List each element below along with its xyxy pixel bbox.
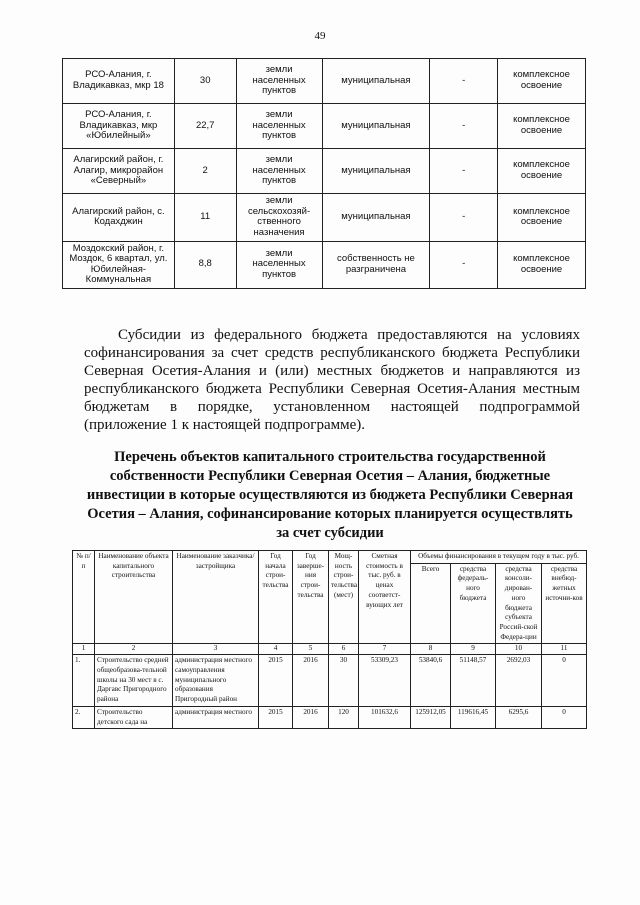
column-number: 8 xyxy=(411,644,451,655)
purpose-cell: комплексное освоение xyxy=(498,59,586,104)
table-row xyxy=(63,241,586,289)
subsidy-paragraph: Субсидии из федерального бюджета предоставляются на условиях софинансирования за счет средств республиканского бюджета Республики Северная Осетия-Алания и (или) местных бюджетов и направляются из республиканского бюджета Республики Северная Осетия-Алания местным бюджетам в порядке, установленном настоящей подпрограммой (приложение 1 к настоящей подпрограмме). xyxy=(84,327,580,433)
col-header-name: Наименование объекта капитального строительства xyxy=(95,551,173,644)
land-category-cell: земли населенных пунктов xyxy=(236,59,322,104)
year-end: 2016 xyxy=(293,706,329,728)
column-number: 11 xyxy=(542,644,587,655)
column-number: 2 xyxy=(95,644,173,655)
column-number: 4 xyxy=(259,644,293,655)
col-header-funding-group: Объемы финансирования в текущем году в тыс. руб. xyxy=(411,551,587,564)
location-cell: Алагирский район, г. Алагир, микрорайон «Северный» xyxy=(63,149,175,194)
ownership-cell: муниципальная xyxy=(322,59,430,104)
column-number: 1 xyxy=(73,644,95,655)
table-row xyxy=(63,104,586,149)
location-cell: Моздокский район, г. Моздок, 6 квартал, ул. Юбилейная-Коммунальная xyxy=(63,241,175,289)
encumbrance-cell: - xyxy=(430,241,498,289)
col-header-num: № п/п xyxy=(73,551,95,644)
location-cell: РСО-Алания, г. Владикавказ, мкр «Юбилейный» xyxy=(63,104,175,149)
area-cell: 11 xyxy=(174,194,236,242)
area-cell: 30 xyxy=(174,59,236,104)
table-row xyxy=(73,655,587,707)
land-category-cell: земли сельскохозяй-ственного назначения xyxy=(236,194,322,242)
encumbrance-cell: - xyxy=(430,104,498,149)
purpose-cell: комплексное освоение xyxy=(498,149,586,194)
column-number: 10 xyxy=(496,644,542,655)
year-start: 2015 xyxy=(259,655,293,707)
ownership-cell: муниципальная xyxy=(322,104,430,149)
area-cell: 2 xyxy=(174,149,236,194)
col-header-total: Всего xyxy=(411,563,451,644)
land-category-cell: земли населенных пунктов xyxy=(236,241,322,289)
year-end: 2016 xyxy=(293,655,329,707)
column-number: 9 xyxy=(451,644,496,655)
row-num: 2. xyxy=(73,706,95,728)
year-start: 2015 xyxy=(259,706,293,728)
customer-name: администрация местного самоуправления муниципального образования Пригородный район xyxy=(173,655,259,707)
ownership-cell: муниципальная xyxy=(322,149,430,194)
section-heading: Перечень объектов капитального строительства государственной собственности Республики Северная Осетия – Алания, бюджетные инвестиции в которые осуществляются из бюджета Республики Северная Осетия – Алания, софинансирование которых планируется осуществлять за счет субсидии xyxy=(86,449,574,541)
customer-name: администрация местного xyxy=(173,706,259,728)
col-header-extra: средства внебюд-жетных источни-ков xyxy=(542,563,587,644)
land-plots-table xyxy=(62,58,586,289)
table-row xyxy=(73,706,587,728)
col-header-year-end: Год заверше-ния строи-тельства xyxy=(293,551,329,644)
construction-objects-table xyxy=(72,550,587,729)
object-name: Строительство средней общеобразова-тельной школы на 30 мест в с. Даргавс Пригородного района xyxy=(95,655,173,707)
ownership-cell: муниципальная xyxy=(322,194,430,242)
capacity: 120 xyxy=(329,706,359,728)
column-number: 5 xyxy=(293,644,329,655)
purpose-cell: комплексное освоение xyxy=(498,241,586,289)
purpose-cell: комплексное освоение xyxy=(498,194,586,242)
area-cell: 8,8 xyxy=(174,241,236,289)
col-header-year-start: Год начала строи-тельства xyxy=(259,551,293,644)
page-number: 49 xyxy=(314,30,326,42)
location-cell: Алагирский район, с. Кодахджин xyxy=(63,194,175,242)
table-row xyxy=(63,149,586,194)
land-category-cell: земли населенных пунктов xyxy=(236,104,322,149)
extra: 0 xyxy=(542,706,587,728)
col-header-federal: средства федераль-ного бюджета xyxy=(451,563,496,644)
extra: 0 xyxy=(542,655,587,707)
column-number: 6 xyxy=(329,644,359,655)
estimate: 101632,6 xyxy=(359,706,411,728)
encumbrance-cell: - xyxy=(430,149,498,194)
total: 125912,05 xyxy=(411,706,451,728)
column-number: 7 xyxy=(359,644,411,655)
ownership-cell: собственность не разграничена xyxy=(322,241,430,289)
col-header-capacity: Мощ-ность строи-тельства (мест) xyxy=(329,551,359,644)
column-number-row xyxy=(73,644,587,655)
federal: 51148,57 xyxy=(451,655,496,707)
object-name: Строительство детского сада на xyxy=(95,706,173,728)
federal: 119616,45 xyxy=(451,706,496,728)
capacity: 30 xyxy=(329,655,359,707)
regional: 6295,6 xyxy=(496,706,542,728)
purpose-cell: комплексное освоение xyxy=(498,104,586,149)
estimate: 53309,23 xyxy=(359,655,411,707)
table-row xyxy=(63,59,586,104)
encumbrance-cell: - xyxy=(430,59,498,104)
table-row xyxy=(63,194,586,242)
total: 53840,6 xyxy=(411,655,451,707)
land-category-cell: земли населенных пунктов xyxy=(236,149,322,194)
area-cell: 22,7 xyxy=(174,104,236,149)
encumbrance-cell: - xyxy=(430,194,498,242)
col-header-regional: средства консоли-дирован-ного бюджета субъекта Россий-ской Федера-ции xyxy=(496,563,542,644)
regional: 2692,03 xyxy=(496,655,542,707)
col-header-customer: Наименование заказчика/ застройщика xyxy=(173,551,259,644)
location-cell: РСО-Алания, г. Владикавказ, мкр 18 xyxy=(63,59,175,104)
column-number: 3 xyxy=(173,644,259,655)
col-header-estimate: Сметная стоимость в тыс. руб. в ценах соответст-вующих лет xyxy=(359,551,411,644)
header-row xyxy=(73,551,587,564)
row-num: 1. xyxy=(73,655,95,707)
